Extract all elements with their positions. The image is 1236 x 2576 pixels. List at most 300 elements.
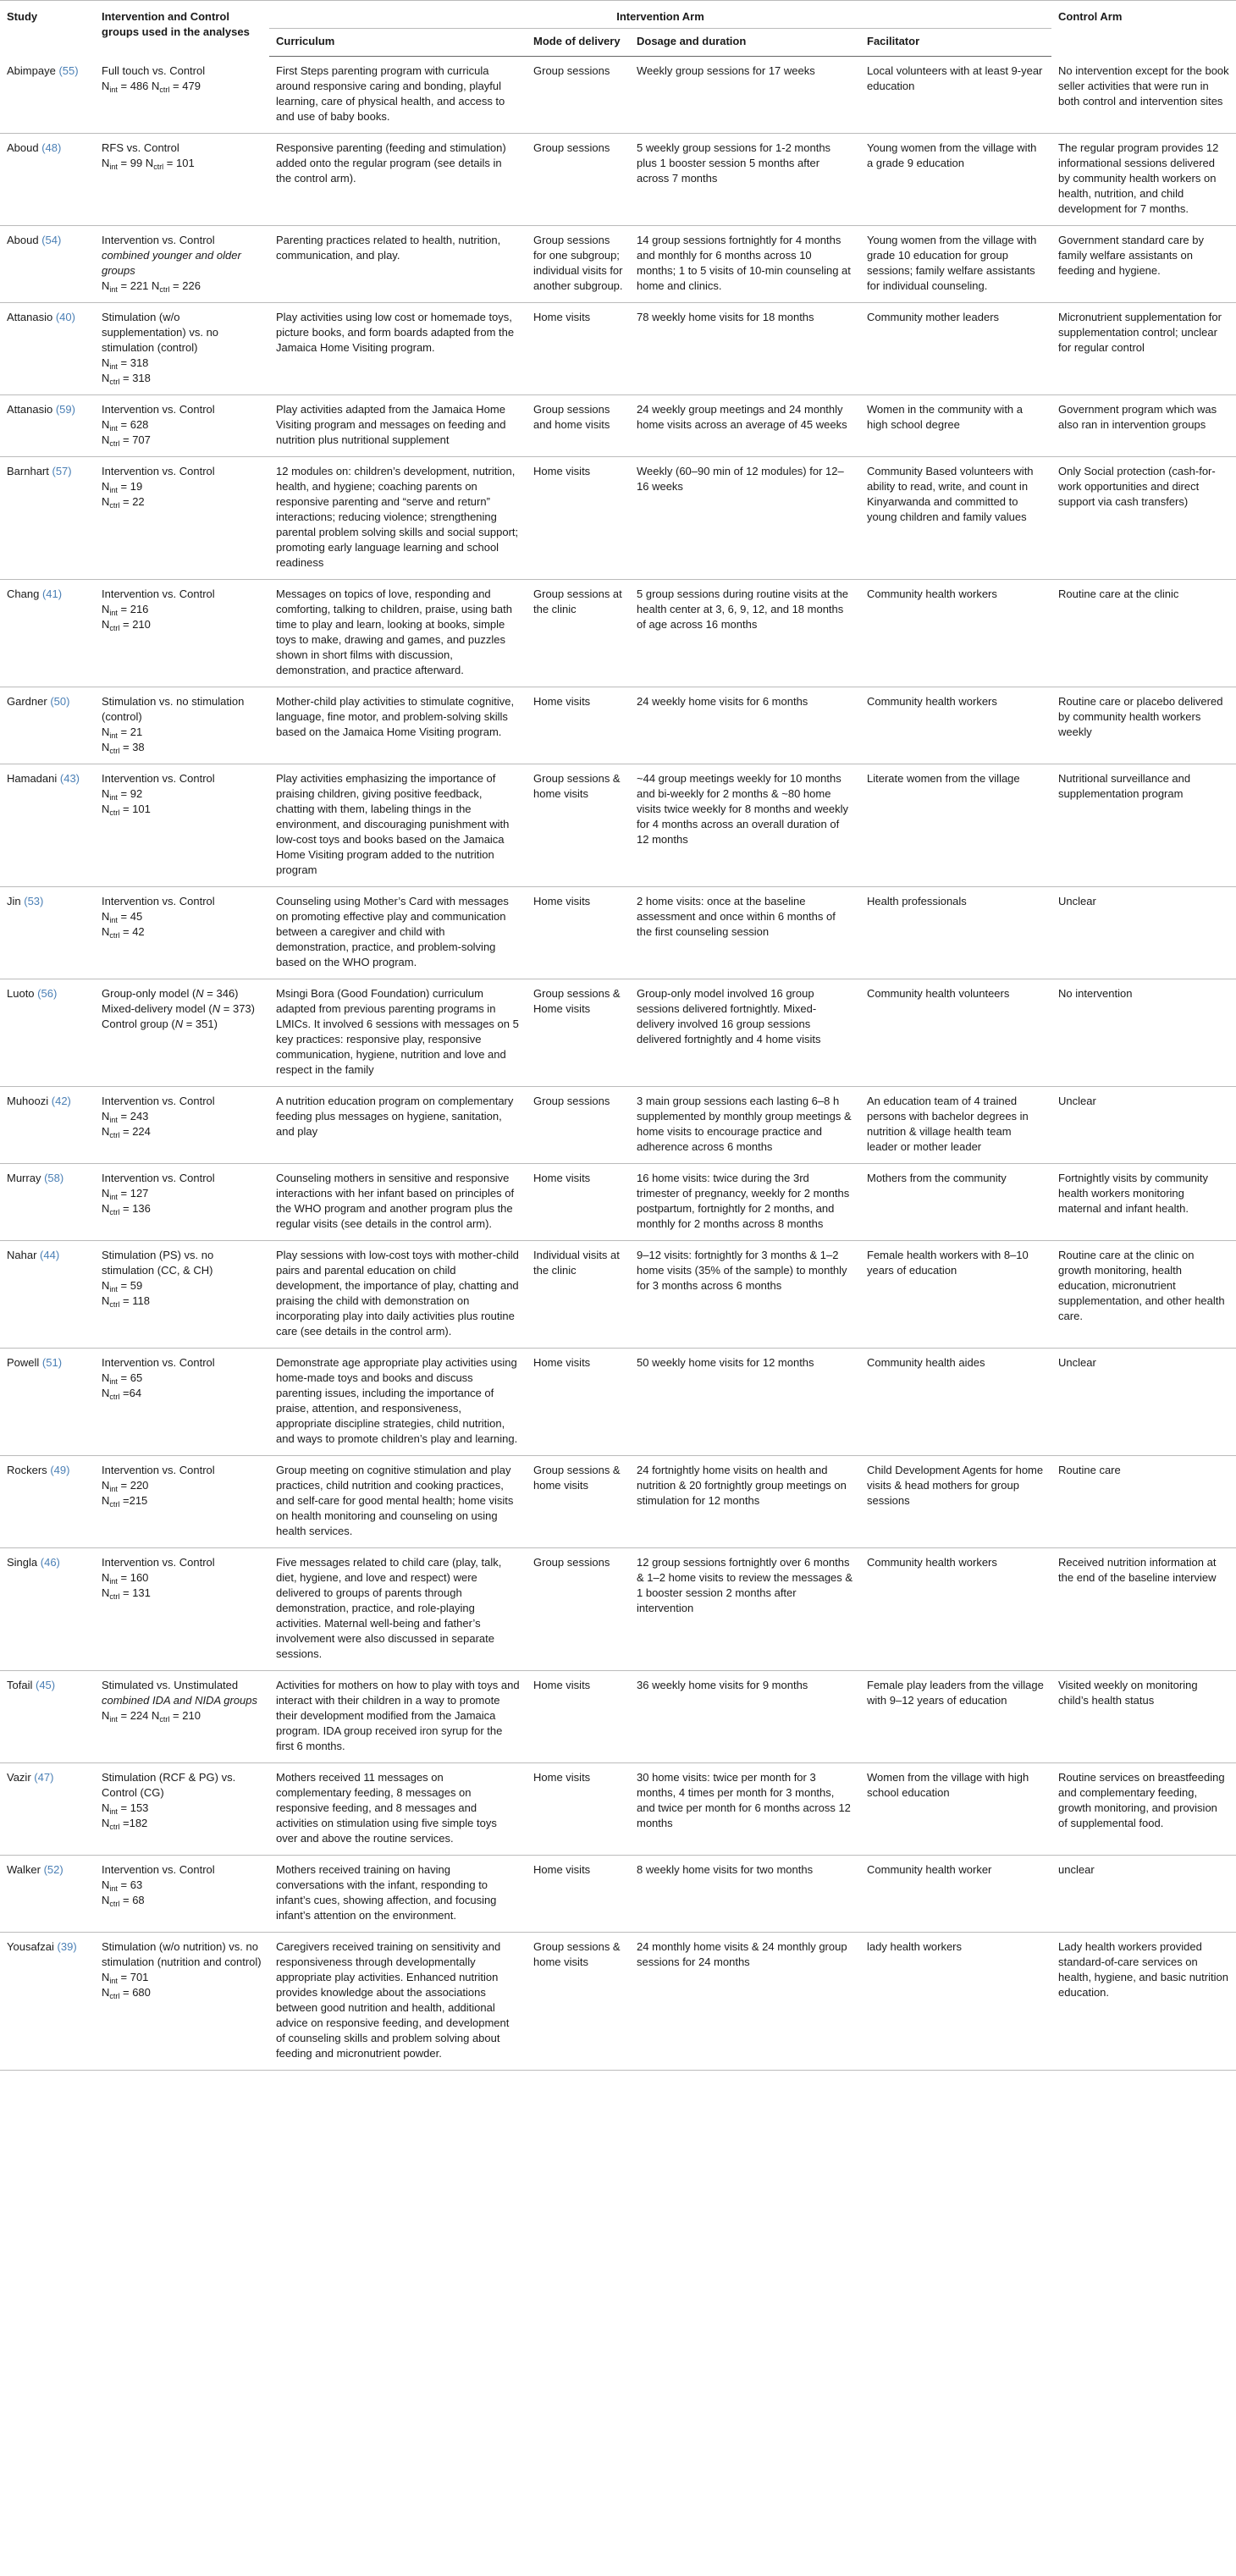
n-text: N xyxy=(102,787,110,800)
table-row xyxy=(0,1241,1236,1349)
study-ref: (45) xyxy=(35,1679,56,1691)
sample-size xyxy=(102,433,262,448)
dosage-cell: Group-only model involved 16 group sessions delivered fortnightly. Mixed-delivery involved 16 group sessions delivered fortnightly and 4 home visits xyxy=(630,979,860,1087)
table-row xyxy=(0,580,1236,687)
sample-size xyxy=(102,279,262,294)
groups-cell xyxy=(95,887,269,979)
header-dosage: Dosage and duration xyxy=(630,29,860,57)
curriculum-cell: Five messages related to child care (play, talk, diet, hygiene, and love and respect) were delivered to groups of parents through demonstration, practice, and role-playing activities. Maternal well-being and father’s involvement were also discussed in separate sessions. xyxy=(269,1548,527,1671)
groups-cell xyxy=(95,57,269,134)
table-row xyxy=(0,1349,1236,1456)
sample-size xyxy=(102,1109,262,1124)
table-header xyxy=(0,1,1236,57)
control-cell: Routine care at the clinic xyxy=(1051,580,1236,687)
sample-size xyxy=(102,1708,262,1724)
n-text: N xyxy=(102,372,110,384)
sample-size xyxy=(102,156,262,171)
curriculum-cell: First Steps parenting program with curricula around responsive caring and bonding, playful learning, care of physical health, and access to and use of baby books. xyxy=(269,57,527,134)
n-subscript: int xyxy=(109,1285,118,1294)
mode-cell: Group sessions & Home visits xyxy=(527,979,630,1087)
n-subscript: int xyxy=(109,362,118,371)
n-text: = 210 xyxy=(119,618,151,631)
n-subscript: ctrl xyxy=(109,439,120,448)
mode-cell: Group sessions xyxy=(527,1087,630,1164)
facilitator-cell: Literate women from the village xyxy=(860,764,1051,887)
group-line xyxy=(102,986,262,1001)
n-text: N xyxy=(102,1125,110,1138)
facilitator-cell: Community Based volunteers with ability to read, write, and count in Kinyarwanda and committed to young children and family values xyxy=(860,457,1051,580)
dosage-cell: 36 weekly home visits for 9 months xyxy=(630,1671,860,1763)
study-cell xyxy=(0,457,95,580)
n-text: =182 xyxy=(119,1817,148,1829)
study-cell xyxy=(0,764,95,887)
study-name: Barnhart xyxy=(7,465,49,477)
sample-size xyxy=(102,371,262,386)
n-subscript: int xyxy=(109,1807,118,1816)
n-text: N xyxy=(102,1586,110,1599)
study-name: Yousafzai xyxy=(7,1940,54,1953)
study-ref: (40) xyxy=(55,311,75,323)
n-text: N xyxy=(102,279,110,292)
sample-size xyxy=(102,1985,262,2000)
n-text: N xyxy=(102,803,110,815)
n-text: = 318 xyxy=(119,372,151,384)
n-subscript: ctrl xyxy=(109,624,120,632)
study-cell xyxy=(0,1349,95,1456)
study-ref: (54) xyxy=(41,234,62,246)
facilitator-cell: lady health workers xyxy=(860,1933,1051,2071)
n-subscript: ctrl xyxy=(109,1900,120,1908)
facilitator-cell: Young women from the village with a grade 9 education xyxy=(860,134,1051,226)
group-note: combined IDA and NIDA groups xyxy=(102,1694,258,1707)
n-text: = 160 xyxy=(117,1571,149,1584)
dosage-cell: 16 home visits: twice during the 3rd trimester of pregnancy, weekly for 2 months postpartum, fortnightly for 2 months, and monthly for 2 months across 8 months xyxy=(630,1164,860,1241)
sample-size xyxy=(102,1801,262,1816)
n-text: N xyxy=(102,480,110,493)
n-text: N xyxy=(102,1187,110,1200)
curriculum-cell: Messages on topics of love, responding and comforting, talking to children, praise, using bath time to play and learn, looking at books, simple toys to make, drawing and games, and puzzles shown in short films with discussion, demonstration, and practice afterward. xyxy=(269,580,527,687)
study-name: Attanasio xyxy=(7,311,53,323)
n-text: N xyxy=(102,618,110,631)
groups-cell xyxy=(95,1456,269,1548)
groups-cell xyxy=(95,1933,269,2071)
n-subscript: ctrl xyxy=(159,285,170,294)
facilitator-cell: Community health workers xyxy=(860,1548,1051,1671)
study-cell xyxy=(0,395,95,457)
n-subscript: ctrl xyxy=(109,1131,120,1139)
curriculum-cell: Caregivers received training on sensitivity and responsiveness through developmentally appropriate play activities. Enhanced nutrition provides knowledge about the associations between good nutrition and health, additional advice on responsive feeding, and development of counseling skills and problem solving about feeding and micronutrient powder. xyxy=(269,1933,527,2071)
table-row xyxy=(0,1164,1236,1241)
study-cell xyxy=(0,580,95,687)
group-label: Stimulated vs. Unstimulated xyxy=(102,1679,239,1691)
curriculum-cell: Mothers received training on having conversations with the infant, responding to infant’s cues, showing affection, and focusing infant’s attention on the environment. xyxy=(269,1856,527,1933)
n-subscript: int xyxy=(109,1884,118,1893)
table-row xyxy=(0,979,1236,1087)
sample-size xyxy=(102,494,262,510)
group-label: Intervention vs. Control xyxy=(102,465,215,477)
group-label: Stimulation vs. no stimulation (control) xyxy=(102,695,245,723)
dosage-cell: 3 main group sessions each lasting 6–8 h supplemented by monthly group meetings & home visits to encourage practice and adherence across 6 months xyxy=(630,1087,860,1164)
study-name: Murray xyxy=(7,1172,41,1184)
control-cell: Routine care or placebo delivered by community health workers weekly xyxy=(1051,687,1236,764)
n-text: N xyxy=(102,1387,110,1399)
n-text: = 118 xyxy=(119,1294,150,1307)
n-subscript: ctrl xyxy=(109,1992,120,2000)
mode-cell: Group sessions for one subgroup; individual visits for another subgroup. xyxy=(527,226,630,303)
mode-cell: Home visits xyxy=(527,1671,630,1763)
curriculum-cell: Parenting practices related to health, nutrition, communication, and play. xyxy=(269,226,527,303)
n-text: N xyxy=(102,1479,110,1492)
sample-size xyxy=(102,1493,262,1509)
group-label: Stimulation (w/o nutrition) vs. no stimulation (nutrition and control) xyxy=(102,1940,262,1968)
curriculum-cell: Play activities emphasizing the importance of praising children, giving positive feedback, chatting with them, labeling things in the environment, and discouraging punishment with low-cost toys and books based on the Jamaica Home Visiting program added to the nutrition program xyxy=(269,764,527,887)
table-row xyxy=(0,1856,1236,1933)
table-row xyxy=(0,1763,1236,1856)
n-text: = 127 xyxy=(117,1187,149,1200)
n-subscript: ctrl xyxy=(109,931,120,940)
control-cell: Only Social protection (cash-for-work opportunities and direct support via cash transfers) xyxy=(1051,457,1236,580)
n-text: =215 xyxy=(119,1494,148,1507)
study-cell xyxy=(0,1241,95,1349)
sample-size xyxy=(102,909,262,924)
groups-cell xyxy=(95,979,269,1087)
curriculum-cell: Group meeting on cognitive stimulation and play practices, child nutrition and cooking practices, and self-care for good mental health; home visits on health monitoring and counseling on using health services. xyxy=(269,1456,527,1548)
control-cell: Government program which was also ran in intervention groups xyxy=(1051,395,1236,457)
n-text: N xyxy=(102,1110,110,1123)
table-row xyxy=(0,226,1236,303)
mode-cell: Group sessions at the clinic xyxy=(527,580,630,687)
study-name: Chang xyxy=(7,587,40,600)
header-facilitator: Facilitator xyxy=(860,29,1051,57)
n-subscript: int xyxy=(109,486,118,494)
n-subscript: int xyxy=(109,163,118,171)
table-row xyxy=(0,57,1236,134)
n-text: N xyxy=(102,1709,110,1722)
n-text: N xyxy=(102,1571,110,1584)
mode-cell: Home visits xyxy=(527,687,630,764)
group-label: Intervention vs. Control xyxy=(102,234,215,246)
mode-cell: Group sessions xyxy=(527,134,630,226)
n-text: N xyxy=(102,1894,110,1906)
curriculum-cell: Activities for mothers on how to play with toys and interact with their children in a way to promote their development modified from the Jamaica program. IDA group received iron syrup for the first 6 months. xyxy=(269,1671,527,1763)
curriculum-cell: Counseling mothers in sensitive and responsive interactions with her infant based on principles of the WHO program and another program plus the regular visits (see details in the control arm). xyxy=(269,1164,527,1241)
sample-size xyxy=(102,740,262,755)
facilitator-cell: Female play leaders from the village with 9–12 years of education xyxy=(860,1671,1051,1763)
group-label: Stimulation (w/o supplementation) vs. no stimulation (control) xyxy=(102,311,219,354)
control-cell: The regular program provides 12 informational sessions delivered by community health workers on health, nutrition, and child development for 7 months. xyxy=(1051,134,1236,226)
study-name: Walker xyxy=(7,1863,41,1876)
n-subscript: int xyxy=(109,1377,118,1386)
n-subscript: ctrl xyxy=(159,1715,170,1724)
study-name: Luoto xyxy=(7,987,35,1000)
group-text: = 351) xyxy=(183,1018,218,1030)
dosage-cell: 78 weekly home visits for 18 months xyxy=(630,303,860,395)
n-subscript: int xyxy=(109,285,118,294)
n-subscript: ctrl xyxy=(109,1823,120,1831)
dosage-cell: 8 weekly home visits for two months xyxy=(630,1856,860,1933)
n-text: = 628 xyxy=(117,418,149,431)
n-text: N xyxy=(102,1971,110,1983)
control-cell: Government standard care by family welfare assistants on feeding and hygiene. xyxy=(1051,226,1236,303)
n-subscript: int xyxy=(109,731,118,740)
n-subscript: ctrl xyxy=(109,501,120,510)
n-subscript: ctrl xyxy=(159,85,170,94)
control-cell: Nutritional surveillance and supplementation program xyxy=(1051,764,1236,887)
header-study: Study xyxy=(0,1,95,57)
n-text: = 68 xyxy=(119,1894,145,1906)
n-text: = 216 xyxy=(117,603,149,615)
sample-size xyxy=(102,617,262,632)
study-ref: (47) xyxy=(34,1771,54,1784)
sample-size xyxy=(102,1478,262,1493)
study-ref: (55) xyxy=(58,63,79,77)
sample-size xyxy=(102,1570,262,1586)
groups-cell xyxy=(95,1548,269,1671)
sample-size xyxy=(102,79,262,94)
n-text: = 19 xyxy=(117,480,143,493)
sample-size xyxy=(102,1278,262,1294)
group-text: Group-only model ( xyxy=(102,987,196,1000)
n-text: N xyxy=(102,741,110,753)
groups-cell xyxy=(95,1349,269,1456)
n-text: = 680 xyxy=(119,1986,151,1999)
study-ref: (49) xyxy=(50,1464,70,1476)
n-text: = 226 xyxy=(169,279,201,292)
study-name: Hamadani xyxy=(7,772,58,785)
header-control-arm: Control Arm xyxy=(1051,1,1236,57)
dosage-cell: 12 group sessions fortnightly over 6 months & 1–2 home visits to review the messages & 1 booster session 2 months after intervention xyxy=(630,1548,860,1671)
table-row xyxy=(0,395,1236,457)
n-text: = 701 xyxy=(117,1971,149,1983)
dosage-cell: 24 weekly home visits for 6 months xyxy=(630,687,860,764)
n-text: N xyxy=(102,356,110,369)
study-name: Tofail xyxy=(7,1679,33,1691)
group-label: Intervention vs. Control xyxy=(102,1556,215,1569)
group-label: Intervention vs. Control xyxy=(102,895,215,907)
header-mode: Mode of delivery xyxy=(527,29,630,57)
group-label: Full touch vs. Control xyxy=(102,63,206,77)
facilitator-cell: Local volunteers with at least 9-year education xyxy=(860,57,1051,134)
study-name: Rockers xyxy=(7,1464,47,1476)
n-subscript: int xyxy=(109,609,118,617)
groups-cell xyxy=(95,134,269,226)
header-groups: Intervention and Control groups used in the analyses xyxy=(95,1,269,57)
study-cell xyxy=(0,687,95,764)
groups-cell xyxy=(95,1164,269,1241)
control-cell: Unclear xyxy=(1051,887,1236,979)
curriculum-cell: Responsive parenting (feeding and stimulation) added onto the regular program (see details in the control arm). xyxy=(269,134,527,226)
mode-cell: Group sessions & home visits xyxy=(527,764,630,887)
study-cell xyxy=(0,1087,95,1164)
facilitator-cell: Women in the community with a high school degree xyxy=(860,395,1051,457)
curriculum-cell: 12 modules on: children’s development, nutrition, health, and hygiene; coaching parents on responsive parenting and “serve and return” interactions; reducing violence; strengthening parental problem solving skills and social support; promoting early language learning and school readiness xyxy=(269,457,527,580)
study-name: Vazir xyxy=(7,1771,31,1784)
study-cell xyxy=(0,1671,95,1763)
facilitator-cell: Mothers from the community xyxy=(860,1164,1051,1241)
n-text: N xyxy=(102,910,110,923)
n-symbol: N xyxy=(196,987,204,1000)
n-text: = 92 xyxy=(117,787,143,800)
n-text: N xyxy=(102,433,110,446)
group-label: Intervention vs. Control xyxy=(102,1863,215,1876)
n-text: N xyxy=(102,1279,110,1292)
mode-cell: Group sessions xyxy=(527,1548,630,1671)
n-text: = 243 xyxy=(117,1110,149,1123)
table-row xyxy=(0,1671,1236,1763)
study-cell xyxy=(0,1456,95,1548)
n-subscript: ctrl xyxy=(109,378,120,386)
mode-cell: Home visits xyxy=(527,1349,630,1456)
mode-cell: Group sessions xyxy=(527,57,630,134)
n-text: = 42 xyxy=(119,925,145,938)
n-text: N xyxy=(102,418,110,431)
group-label: RFS vs. Control xyxy=(102,141,179,154)
dosage-cell: 30 home visits: twice per month for 3 months, 4 times per month for 3 months, and twice per month for 6 months across 12 months xyxy=(630,1763,860,1856)
dosage-cell: ~44 group meetings weekly for 10 months and bi-weekly for 2 months & ~80 home visits twice weekly for 8 months and weekly for 4 months across an overall duration of 12 months xyxy=(630,764,860,887)
n-text: = 101 xyxy=(163,157,195,169)
n-text: = 38 xyxy=(119,741,145,753)
study-ref: (42) xyxy=(51,1095,71,1107)
group-label: Intervention vs. Control xyxy=(102,1464,215,1476)
n-subscript: ctrl xyxy=(109,808,120,817)
study-ref: (52) xyxy=(43,1863,63,1876)
facilitator-cell: Health professionals xyxy=(860,887,1051,979)
mode-cell: Home visits xyxy=(527,457,630,580)
n-subscript: ctrl xyxy=(109,1393,120,1401)
n-subscript: ctrl xyxy=(109,1208,120,1216)
n-subscript: int xyxy=(109,424,118,433)
study-ref: (43) xyxy=(59,772,80,785)
facilitator-cell: Community health aides xyxy=(860,1349,1051,1456)
n-subscript: int xyxy=(109,1977,118,1985)
dosage-cell: 24 fortnightly home visits on health and nutrition & 20 fortnightly group meetings on stimulation for 12 months xyxy=(630,1456,860,1548)
dosage-cell: 5 group sessions during routine visits at the health center at 3, 6, 9, 12, and 18 months of age across 16 months xyxy=(630,580,860,687)
sample-size xyxy=(102,479,262,494)
mode-cell: Home visits xyxy=(527,887,630,979)
header-curriculum: Curriculum xyxy=(269,29,527,57)
control-cell: Unclear xyxy=(1051,1087,1236,1164)
control-cell: No intervention except for the book seller activities that were run in both control and intervention sites xyxy=(1051,57,1236,134)
study-cell xyxy=(0,226,95,303)
mode-cell: Home visits xyxy=(527,303,630,395)
n-text: = 22 xyxy=(119,495,145,508)
groups-cell xyxy=(95,1241,269,1349)
sample-size xyxy=(102,802,262,817)
curriculum-cell: Counseling using Mother’s Card with messages on promoting effective play and communication between a caregiver and child with demonstration, practice, and problem-solving based on the WHO program. xyxy=(269,887,527,979)
n-subscript: ctrl xyxy=(109,747,120,755)
group-line xyxy=(102,1001,262,1017)
facilitator-cell: Young women from the village with grade 10 education for group sessions; family welfare assistants for individual counseling. xyxy=(860,226,1051,303)
sample-size xyxy=(102,1586,262,1601)
study-ref: (57) xyxy=(52,465,72,477)
groups-cell xyxy=(95,764,269,887)
sample-size xyxy=(102,786,262,802)
sample-size xyxy=(102,602,262,617)
study-ref: (59) xyxy=(55,403,75,416)
n-text: = 224 xyxy=(119,1125,151,1138)
dosage-cell: 5 weekly group sessions for 1-2 months plus 1 booster session 5 months after across 7 months xyxy=(630,134,860,226)
facilitator-cell: An education team of 4 trained persons with bachelor degrees in nutrition & village health team leader or mother leader xyxy=(860,1087,1051,1164)
control-cell: Micronutrient supplementation for supplementation control; unclear for regular control xyxy=(1051,303,1236,395)
n-text: = 21 xyxy=(117,725,143,738)
n-text: = 210 xyxy=(169,1709,201,1722)
n-subscript: ctrl xyxy=(109,1300,120,1309)
facilitator-cell: Child Development Agents for home visits & head mothers for group sessions xyxy=(860,1456,1051,1548)
curriculum-cell: Play sessions with low-cost toys with mother-child pairs and parental education on child development, the importance of play, chatting and praising the child with demonstration on incorporating play into daily activities plus routine care (see details in the control arm). xyxy=(269,1241,527,1349)
sample-size xyxy=(102,1816,262,1831)
table-row xyxy=(0,1087,1236,1164)
group-text: = 346) xyxy=(203,987,239,1000)
n-text: = 486 N xyxy=(117,79,160,92)
study-cell xyxy=(0,303,95,395)
dosage-cell: 9–12 visits: fortnightly for 3 months & 1–2 home visits (35% of the sample) to monthly for 3 months across 6 months xyxy=(630,1241,860,1349)
study-name: Aboud xyxy=(7,141,39,154)
study-name: Muhoozi xyxy=(7,1095,49,1107)
table-row xyxy=(0,1548,1236,1671)
mode-cell: Home visits xyxy=(527,1763,630,1856)
groups-cell xyxy=(95,303,269,395)
sample-size xyxy=(102,356,262,371)
control-cell: Lady health workers provided standard-of-care services on health, hygiene, and basic nutrition education. xyxy=(1051,1933,1236,2071)
sample-size xyxy=(102,1893,262,1908)
group-label: Stimulation (PS) vs. no stimulation (CC, & CH) xyxy=(102,1249,214,1277)
n-text: = 479 xyxy=(169,79,201,92)
table-row xyxy=(0,457,1236,580)
sample-size xyxy=(102,1294,262,1309)
control-cell: unclear xyxy=(1051,1856,1236,1933)
study-name: Nahar xyxy=(7,1249,37,1261)
n-text: N xyxy=(102,1494,110,1507)
study-cell xyxy=(0,57,95,134)
n-subscript: int xyxy=(109,1715,118,1724)
mode-cell: Home visits xyxy=(527,1856,630,1933)
study-ref: (39) xyxy=(57,1940,77,1953)
control-cell: Fortnightly visits by community health workers monitoring maternal and infant health. xyxy=(1051,1164,1236,1241)
table-row xyxy=(0,764,1236,887)
groups-cell xyxy=(95,1763,269,1856)
group-text: Mixed-delivery model ( xyxy=(102,1002,212,1015)
group-text: = 373) xyxy=(220,1002,255,1015)
n-text: = 224 N xyxy=(117,1709,160,1722)
n-text: N xyxy=(102,1801,110,1814)
facilitator-cell: Community health workers xyxy=(860,580,1051,687)
n-text: N xyxy=(102,1817,110,1829)
n-text: = 136 xyxy=(119,1202,151,1215)
n-subscript: int xyxy=(109,1193,118,1201)
table-row xyxy=(0,303,1236,395)
study-cell xyxy=(0,887,95,979)
n-subscript: int xyxy=(109,85,118,94)
n-text: = 45 xyxy=(117,910,143,923)
study-ref: (46) xyxy=(40,1556,60,1569)
study-cell xyxy=(0,1763,95,1856)
n-text: = 59 xyxy=(117,1279,143,1292)
mode-cell: Group sessions & home visits xyxy=(527,1933,630,2071)
group-label: Intervention vs. Control xyxy=(102,1356,215,1369)
n-text: = 318 xyxy=(117,356,149,369)
groups-cell xyxy=(95,226,269,303)
groups-cell xyxy=(95,580,269,687)
study-ref: (51) xyxy=(41,1356,63,1369)
table-row xyxy=(0,134,1236,226)
n-text: N xyxy=(102,79,110,92)
control-cell: Routine services on breastfeeding and complementary feeding, growth monitoring, and provision of supplemental food. xyxy=(1051,1763,1236,1856)
study-ref: (41) xyxy=(41,587,63,600)
study-cell xyxy=(0,1933,95,2071)
groups-cell xyxy=(95,1671,269,1763)
study-ref: (48) xyxy=(41,141,62,154)
curriculum-cell: Play activities using low cost or homemade toys, picture books, and form boards adapted from the Jamaica Home Visiting program. xyxy=(269,303,527,395)
